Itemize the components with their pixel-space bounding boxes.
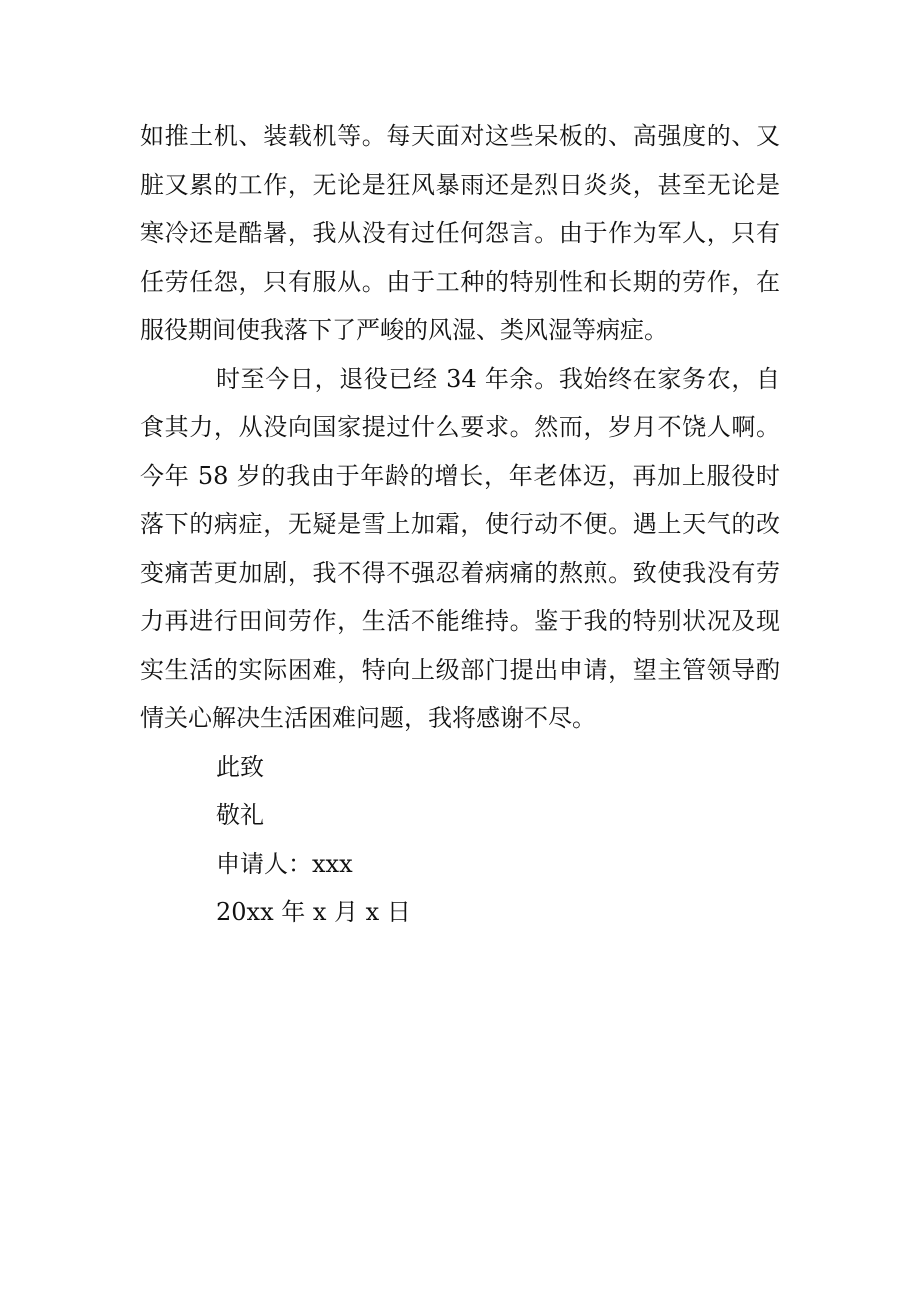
paragraph-2 bbox=[140, 355, 780, 743]
paragraph-line: 落下的病症，无疑是雪上加霜，使行动不便。遇上天气的改 bbox=[140, 510, 780, 538]
paragraph-line: 情关心解决生活困难问题，我将感谢不尽。 bbox=[140, 704, 596, 732]
paragraph-line: 如推土机、装载机等。每天面对这些呆板的、高强度的、又 bbox=[140, 122, 780, 150]
applicant-line: 申请人：xxx bbox=[216, 849, 353, 878]
paragraph-line: 变痛苦更加剧，我不得不强忍着病痛的熬煎。致使我没有劳 bbox=[140, 558, 780, 587]
paragraph-line: 时至今日，退役已经 34 年余。我始终在家务农，自 bbox=[216, 364, 780, 393]
salutation-line: 敬礼 bbox=[216, 801, 264, 829]
paragraph-line: 实生活的实际困难，特向上级部门提出申请，望主管领导酌 bbox=[140, 655, 780, 684]
date-line: 20xx 年 x 月 x 日 bbox=[216, 898, 411, 926]
paragraph-line: 脏又累的工作，无论是狂风暴雨还是烈日炎炎，甚至无论是 bbox=[140, 170, 780, 199]
paragraph-line: 今年 58 岁的我由于年龄的增长，年老体迈，再加上服役时 bbox=[140, 461, 780, 490]
paragraph-line: 寒冷还是酷暑，我从没有过任何怨言。由于作为军人，只有 bbox=[140, 219, 780, 247]
paragraph-line: 任劳任怨，只有服从。由于工种的特别性和长期的劳作，在 bbox=[140, 267, 780, 296]
closing-line: 此致 bbox=[216, 752, 264, 781]
paragraph-line: 食其力，从没向国家提过什么要求。然而，岁月不饶人啊。 bbox=[140, 413, 780, 441]
letter-body bbox=[140, 112, 780, 937]
paragraph-line: 力再进行田间劳作，生活不能维持。鉴于我的特别状况及现 bbox=[140, 607, 780, 635]
paragraph-line: 服役期间使我落下了严峻的风湿、类风湿等病症。 bbox=[140, 316, 668, 344]
paragraph-1 bbox=[140, 112, 780, 355]
